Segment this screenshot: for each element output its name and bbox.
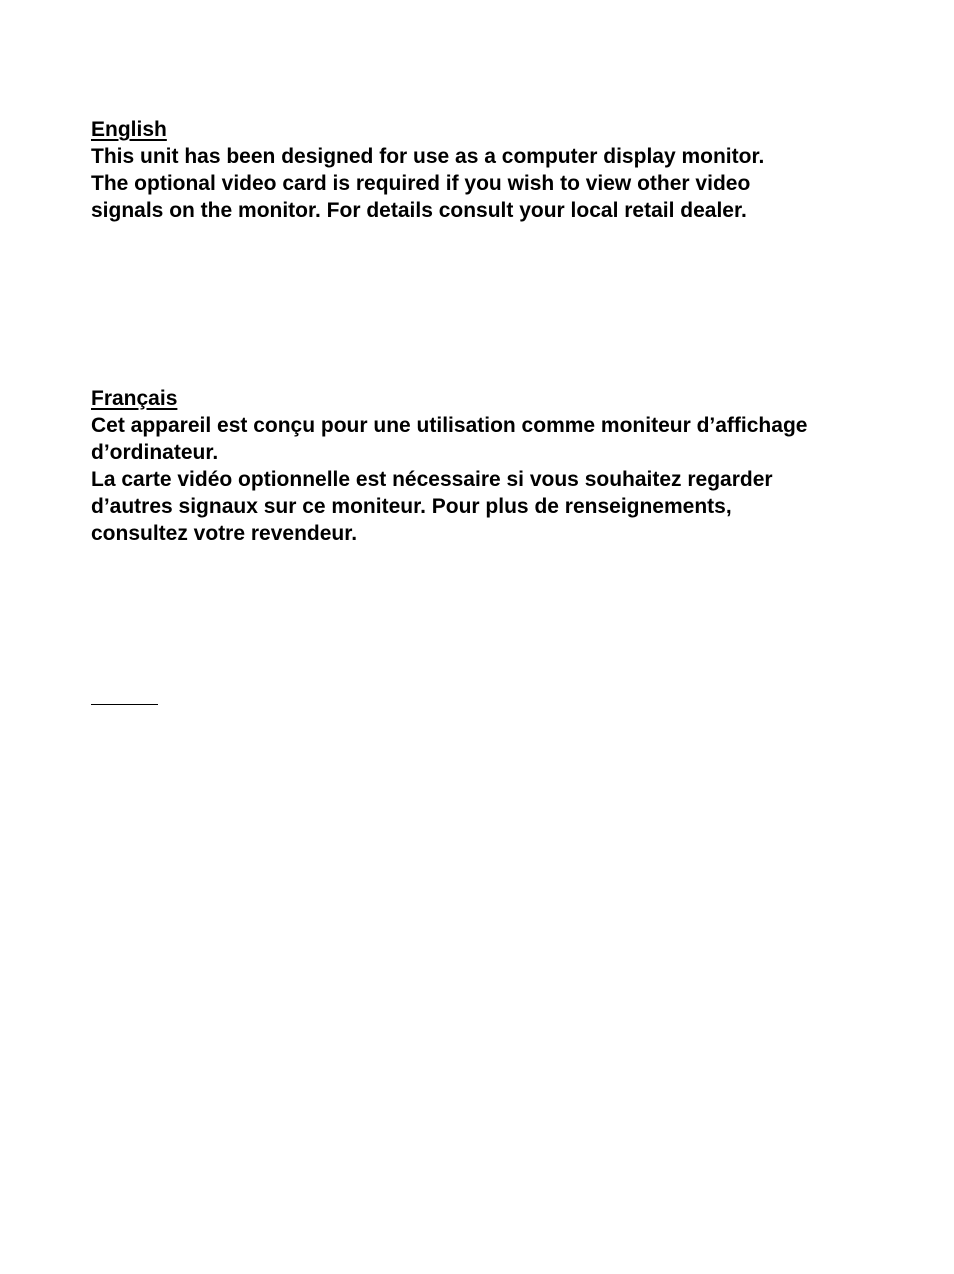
- section-francais: [91, 385, 891, 547]
- text-line: La carte vidéo optionnelle est nécessaire si vous souhaitez regarder: [91, 468, 773, 491]
- text-line: d’autres signaux sur ce moniteur. Pour plus de renseignements,: [91, 495, 732, 518]
- text-line: d’ordinateur.: [91, 441, 219, 464]
- section-heading-francais: Français: [91, 387, 178, 410]
- section-english: [91, 116, 891, 224]
- footnote-divider: [91, 704, 158, 705]
- text-line: signals on the monitor. For details consult your local retail dealer.: [91, 199, 747, 222]
- text-line: The optional video card is required if you wish to view other video: [91, 172, 751, 195]
- text-line: consultez votre revendeur.: [91, 522, 358, 545]
- text-line: This unit has been designed for use as a computer display monitor.: [91, 145, 765, 168]
- text-line: Cet appareil est conçu pour une utilisation comme moniteur d’affichage: [91, 414, 808, 437]
- section-heading-english: English: [91, 118, 167, 141]
